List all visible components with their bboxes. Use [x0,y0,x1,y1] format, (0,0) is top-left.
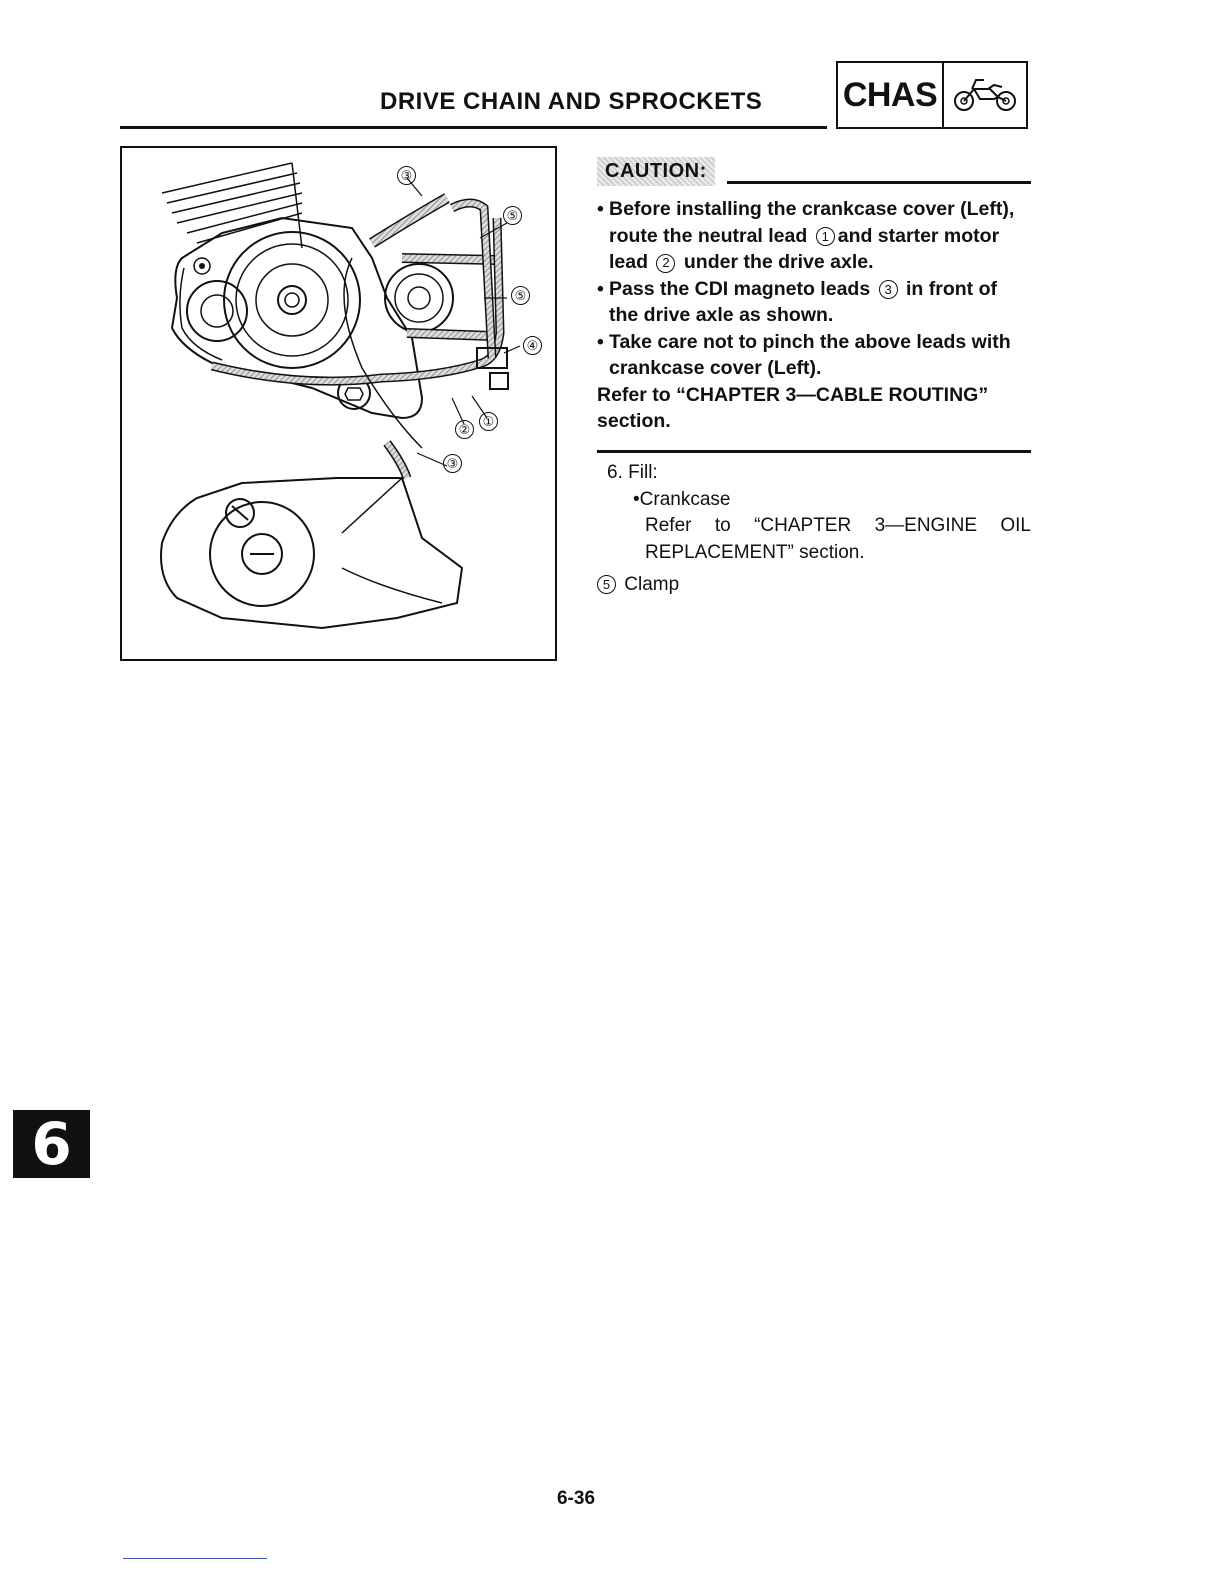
ref-3-marker: 3 [879,280,898,299]
step-reference-cont: REPLACEMENT” section. [645,541,865,563]
ref-1-marker: 1 [816,227,835,246]
callout-1: ① [476,412,501,432]
caution-bullet: • Before installing the crankcase cover (Left), route the neutral lead 1 and starter motor lead 2 under the drive axle. [597,198,1015,273]
caution-end-rule [597,450,1031,453]
step-item: Crankcase [639,488,731,510]
callout-3-top: ③ [394,166,419,186]
step-label: Fill: [628,462,658,483]
callout-5-mid: ⑤ [508,286,533,306]
caution-header [597,146,1031,186]
caution-rule [727,181,1031,184]
caution-reference: Refer to “CHAPTER 3—CABLE ROUTING” section. [597,383,989,432]
ref-5-marker: 5 [597,575,616,594]
motorcycle-icon [944,63,1026,127]
caution-bullet: • Pass the CDI magneto leads 3 in front of the drive axle as shown. [597,277,997,326]
callout-2: ② [452,420,477,440]
header-rule [120,126,827,129]
callout-4: ④ [520,336,545,356]
page-number: 6-36 [556,1488,596,1509]
caution-block [597,146,1031,453]
step-fill: 6. Fill: •Crankcase Refer to “CHAPTER 3—ENGINE OIL REPLACEMENT” section. [607,460,1031,566]
step-number: 6. [607,462,623,483]
step-reference: Refer to “CHAPTER 3—ENGINE OIL [645,515,1031,536]
chapter-tab: 6 [13,1110,90,1178]
section-badge [836,61,1028,129]
callout-3-bottom: ③ [440,454,465,474]
ref-2-marker: 2 [656,254,675,273]
caution-body [597,196,1031,435]
legend-clamp: 5 Clamp [597,574,679,596]
caution-label: CAUTION: [597,157,715,186]
caution-bullet: • Take care not to pinch the above leads with crankcase cover (Left). [597,330,1011,379]
footer-rule [123,1558,267,1559]
callout-5-top: ⑤ [500,206,525,226]
engine-illustration [120,146,557,661]
section-code: CHAS [838,63,944,127]
page-title: DRIVE CHAIN AND SPROCKETS [380,88,763,115]
